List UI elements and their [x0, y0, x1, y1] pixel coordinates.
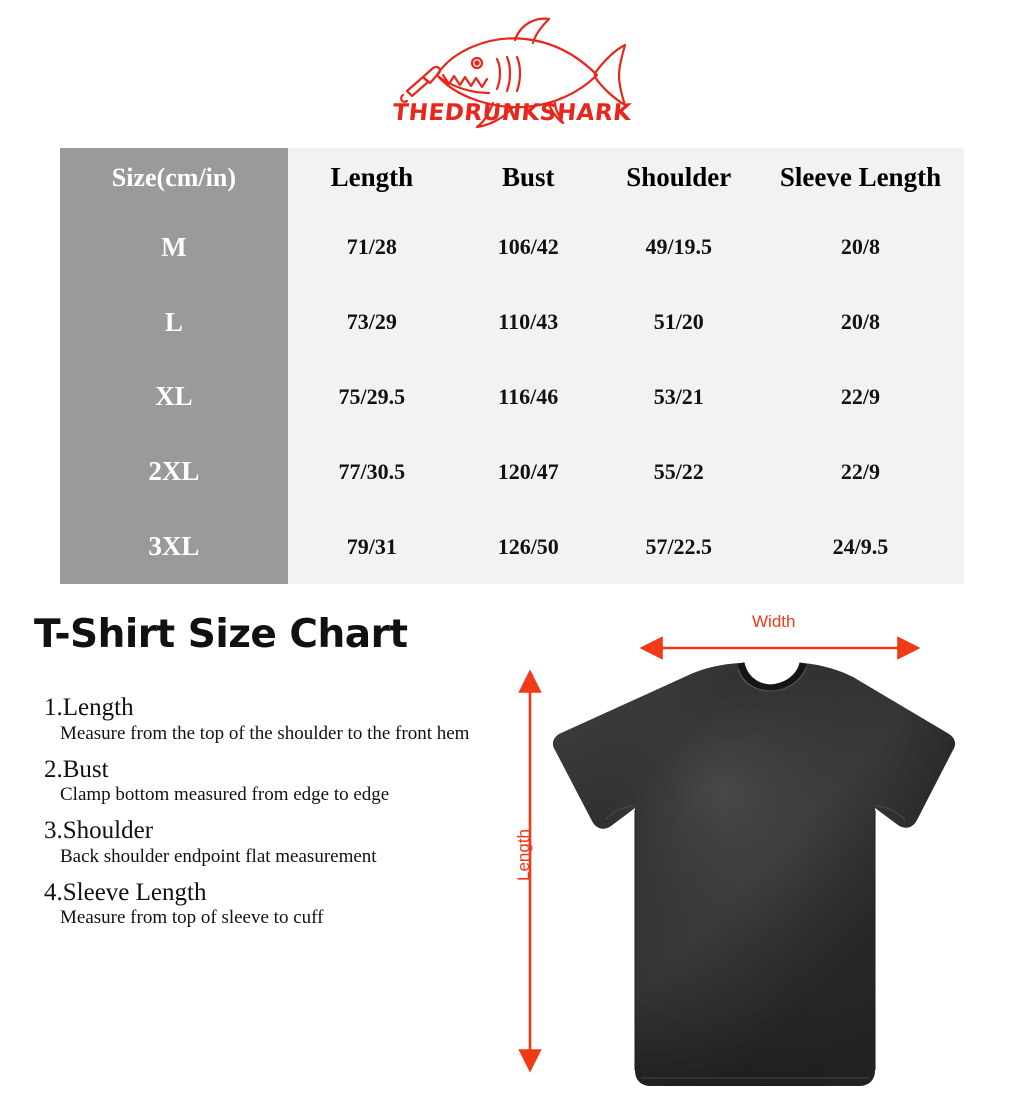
cell-length: 71/28 — [346, 234, 397, 260]
instruction-body: Measure from the top of the shoulder to the front hem — [60, 722, 470, 744]
cell-size: 2XL — [60, 434, 288, 509]
header-length: Length — [330, 162, 414, 192]
cell-length: 77/30.5 — [338, 458, 406, 484]
cell-shoulder: 55/22 — [653, 458, 704, 484]
page-title: T-Shirt Size Chart — [34, 612, 408, 657]
instruction-body: Measure from top of sleeve to cuff — [60, 907, 324, 929]
table-header-row — [60, 148, 964, 210]
header-shoulder: Shoulder — [626, 162, 732, 192]
cell-sleeve: 24/9.5 — [832, 533, 889, 559]
shirt-diagram — [490, 600, 1024, 1103]
width-label: Width — [752, 612, 796, 631]
size-table-container — [60, 148, 964, 584]
header-size: Size(cm/in) — [60, 148, 288, 210]
cell-bust: 106/42 — [497, 234, 559, 260]
cell-size: M — [60, 210, 288, 285]
instruction-body: Back shoulder endpoint flat measurement — [60, 845, 377, 867]
cell-shoulder: 49/19.5 — [645, 234, 713, 260]
instruction-item-sleeve — [40, 879, 510, 931]
measurement-instructions — [40, 694, 510, 940]
cell-shoulder: 51/20 — [653, 309, 704, 335]
cell-sleeve: 20/8 — [840, 234, 881, 260]
cell-bust: 120/47 — [497, 458, 559, 484]
tshirt-illustration — [545, 660, 965, 1090]
cell-size: XL — [60, 360, 288, 435]
cell-length: 73/29 — [346, 309, 397, 335]
cell-sleeve: 22/9 — [840, 383, 881, 409]
cell-length: 79/31 — [346, 533, 397, 559]
cell-shoulder: 53/21 — [653, 383, 704, 409]
cell-sleeve: 22/9 — [840, 458, 881, 484]
instruction-body: Clamp bottom measured from edge to edge — [60, 784, 390, 806]
cell-size: L — [60, 285, 288, 360]
instruction-heading: 1.Length — [44, 694, 134, 721]
cell-sleeve: 20/8 — [840, 309, 881, 335]
table-row — [60, 360, 964, 435]
cell-bust: 110/43 — [498, 309, 559, 335]
instruction-heading: 4.Sleeve Length — [44, 878, 207, 906]
table-row — [60, 210, 964, 285]
cell-length: 75/29.5 — [338, 383, 406, 409]
size-table — [60, 148, 964, 584]
length-label: Length — [514, 829, 533, 881]
instruction-item-length — [40, 694, 510, 746]
instruction-item-shoulder — [40, 817, 510, 869]
table-row — [60, 434, 964, 509]
cell-bust: 126/50 — [497, 533, 559, 559]
instruction-heading: 3.Shoulder — [44, 817, 154, 845]
instruction-heading: 2.Bust — [44, 755, 109, 783]
table-row — [60, 509, 964, 584]
header-bust: Bust — [501, 162, 555, 192]
cell-shoulder: 57/22.5 — [645, 533, 713, 559]
cell-bust: 116/46 — [498, 383, 559, 409]
cell-size: 3XL — [60, 509, 288, 584]
instruction-item-bust — [40, 756, 510, 808]
header-sleeve: Sleeve Length — [779, 162, 942, 192]
brand-name: THEDRUNKSHARK — [391, 100, 633, 126]
table-row — [60, 285, 964, 360]
brand-logo — [0, 8, 1024, 138]
